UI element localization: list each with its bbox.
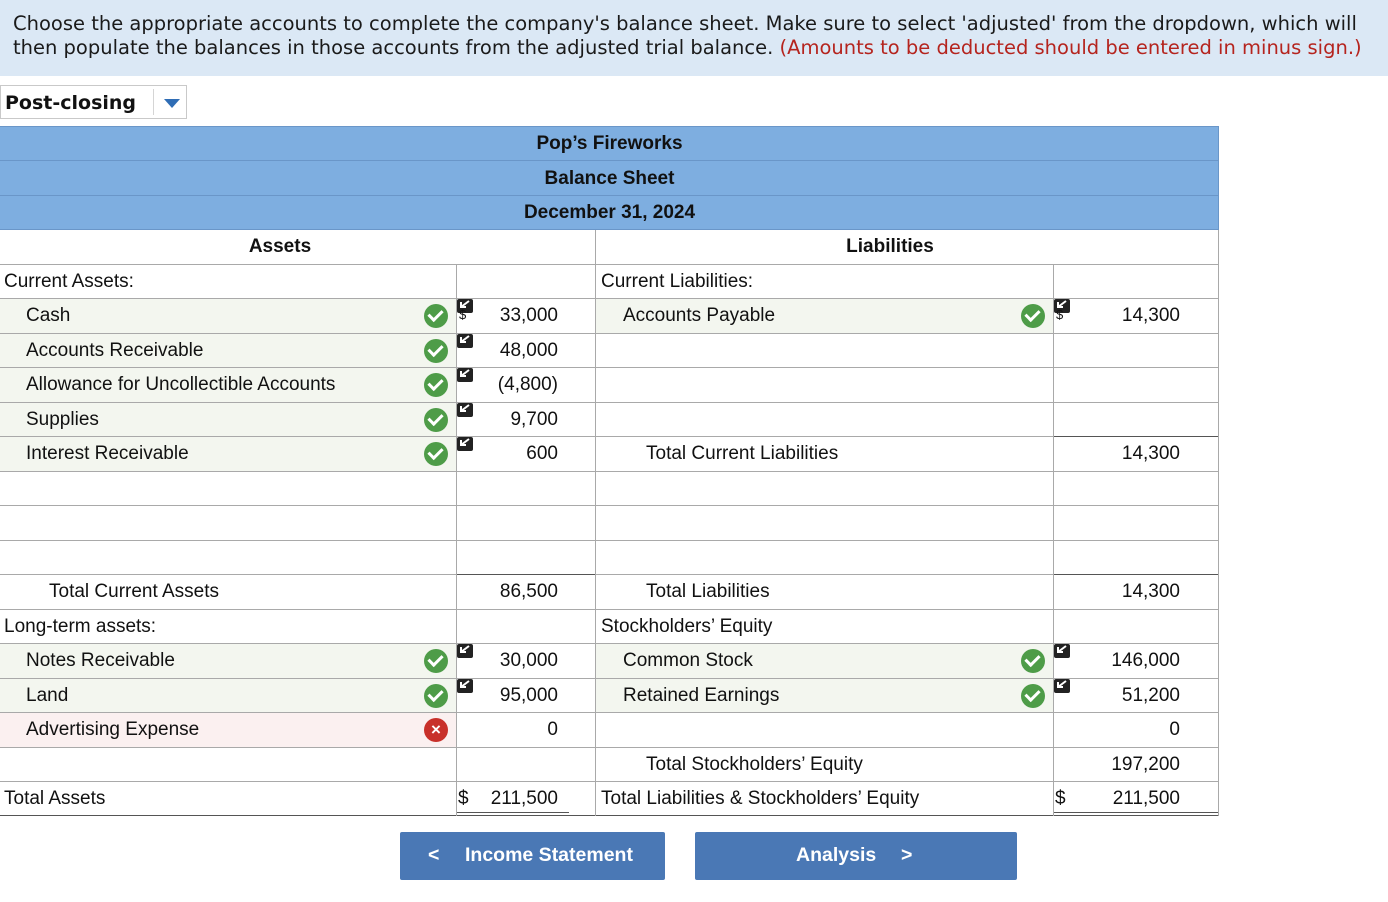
instructions-text: Choose the appropriate accounts to complete the company's balance sheet. Make sure to select 'adjusted' from the dropdown, which will then populate the balances in those accounts from the adjusted trial balance. (Amounts to be deducted should be entered in minus sign.) (13, 12, 1362, 59)
amount-interest-receivable[interactable]: 600 (526, 443, 558, 464)
prev-button-label: Income Statement (465, 844, 633, 866)
dollar-sign: $ (1056, 307, 1064, 322)
company-name: Pop’s Fireworks (0, 126, 1219, 161)
check-icon (1021, 649, 1045, 673)
current-assets-label: Current Assets: (4, 271, 134, 292)
double-underline (1054, 812, 1218, 813)
row-line (0, 264, 1219, 265)
total-liab-equity-value: 211,500 (1112, 788, 1180, 809)
row-line (0, 471, 1219, 472)
dollar-sign: $ (459, 307, 467, 322)
account-select-allowance[interactable]: Allowance for Uncollectible Accounts (26, 374, 336, 395)
total-assets-label: Total Assets (4, 788, 106, 809)
row-line (0, 781, 1219, 782)
total-current-assets-label: Total Current Assets (49, 581, 220, 602)
error-icon: × (424, 718, 448, 742)
undo-icon[interactable] (1054, 679, 1070, 693)
total-equity-value: 197,200 (1111, 754, 1180, 775)
row-line (0, 574, 1219, 575)
amount-cash[interactable]: 33,000 (499, 305, 558, 326)
row-line (0, 298, 1219, 299)
statement-date: December 31, 2024 (0, 195, 1219, 230)
amount-advertising-expense[interactable]: 0 (547, 719, 558, 740)
amount-land[interactable]: 95,000 (499, 685, 558, 706)
col-line (1218, 230, 1219, 816)
account-select-retained-earnings[interactable]: Retained Earnings (623, 685, 780, 706)
account-select-accounts-payable[interactable]: Accounts Payable (623, 305, 776, 326)
check-icon (1021, 684, 1045, 708)
undo-icon[interactable] (1054, 644, 1070, 658)
double-underline (457, 812, 569, 813)
trial-balance-dropdown[interactable] (0, 85, 187, 119)
total-liabilities-value: 14,300 (1121, 581, 1180, 602)
chevron-right-icon: > (901, 844, 913, 866)
dollar-sign: $ (1055, 788, 1066, 809)
long-term-assets-label: Long-term assets: (4, 616, 157, 637)
check-icon (1021, 304, 1045, 328)
total-assets-value: 211,500 (490, 788, 558, 809)
stockholders-equity-label: Stockholders’ Equity (601, 616, 773, 637)
amount-ar[interactable]: 48,000 (499, 340, 558, 361)
dropdown-value: Post-closing (5, 92, 137, 114)
total-current-assets-value: 86,500 (499, 581, 558, 602)
account-select-advertising-expense[interactable]: Advertising Expense (26, 719, 200, 740)
chevron-down-icon[interactable] (164, 99, 180, 108)
next-analysis-button[interactable] (695, 832, 1017, 880)
dollar-sign: $ (458, 788, 469, 809)
row-line (0, 815, 1219, 816)
statement-title: Balance Sheet (0, 160, 1219, 196)
row-line (0, 505, 1219, 506)
account-select-interest-receivable[interactable]: Interest Receivable (26, 443, 189, 464)
account-select-ar[interactable]: Accounts Receivable (26, 340, 204, 361)
chevron-left-icon: < (428, 844, 440, 866)
dropdown-divider (153, 89, 154, 115)
check-icon (424, 339, 448, 363)
row-line (0, 678, 1219, 679)
row-line (0, 436, 1219, 437)
total-equity-label: Total Stockholders’ Equity (646, 754, 863, 775)
liabilities-header: Liabilities (846, 236, 934, 257)
check-icon (424, 442, 448, 466)
total-liab-equity-label: Total Liabilities & Stockholders’ Equity (601, 788, 920, 809)
instructions-note: (Amounts to be deducted should be entered in minus sign.) (779, 36, 1362, 59)
amount-supplies[interactable]: 9,700 (510, 409, 558, 430)
row-line (0, 333, 1219, 334)
account-select-land[interactable]: Land (26, 685, 69, 706)
prev-income-statement-button[interactable] (400, 832, 665, 880)
amount-allowance[interactable]: (4,800) (497, 374, 558, 395)
amount-accounts-payable[interactable]: 14,300 (1121, 305, 1180, 326)
col-line (595, 230, 596, 816)
account-select-supplies[interactable]: Supplies (26, 409, 99, 430)
row-line (0, 747, 1219, 748)
underline (1054, 574, 1218, 575)
row-line (0, 643, 1219, 644)
amount-common-stock[interactable]: 146,000 (1111, 650, 1180, 671)
check-icon (424, 373, 448, 397)
assets-header: Assets (248, 236, 312, 257)
total-liabilities-label: Total Liabilities (646, 581, 770, 602)
check-icon (424, 408, 448, 432)
underline (1054, 436, 1218, 437)
header-right-border (1218, 126, 1219, 230)
amount-notes-receivable[interactable]: 30,000 (499, 650, 558, 671)
account-select-common-stock[interactable]: Common Stock (623, 650, 753, 671)
amount-retained-earnings[interactable]: 51,200 (1121, 685, 1180, 706)
row-line (0, 367, 1219, 368)
row-line (0, 402, 1219, 403)
next-button-label: Analysis (796, 844, 877, 866)
current-liabilities-label: Current Liabilities: (601, 271, 754, 292)
total-current-liabilities-value: 14,300 (1121, 443, 1180, 464)
row-line (0, 712, 1219, 713)
check-icon (424, 684, 448, 708)
row-line (0, 609, 1219, 610)
instructions-banner (0, 0, 1388, 76)
col-line (1053, 264, 1054, 816)
underline (457, 574, 595, 575)
account-select-notes-receivable[interactable]: Notes Receivable (26, 650, 175, 671)
amount-equity-blank[interactable]: 0 (1169, 719, 1180, 740)
check-icon (424, 649, 448, 673)
total-current-liabilities-label: Total Current Liabilities (646, 443, 839, 464)
account-select-cash[interactable]: Cash (26, 305, 71, 326)
row-line (0, 540, 1219, 541)
check-icon (424, 304, 448, 328)
